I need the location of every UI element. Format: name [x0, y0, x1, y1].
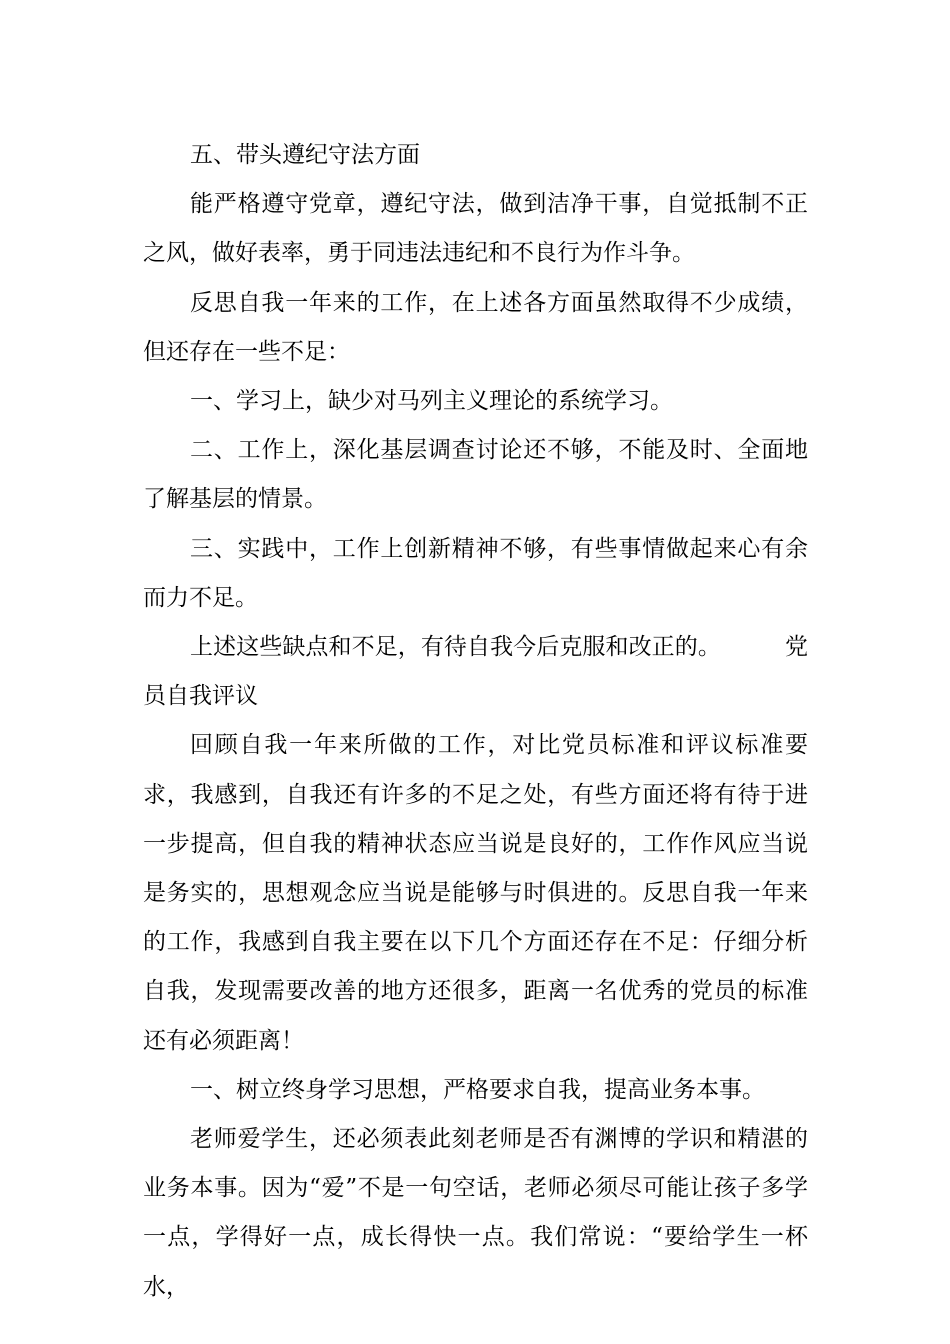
paragraph: 老师爱学生，还必须表此刻老师是否有渊博的学识和精湛的业务本事。因为“爱”不是一句空话，老师必须尽可能让孩子多学一点，学得好一点，成长得快一点。我们常说：“要给学生一杯水，: [143, 1126, 808, 1300]
closing-text: 上述这些缺点和不足，有待自我今后克服和改正的。: [190, 634, 721, 661]
paragraph: 一、学习上，缺少对马列主义理论的系统学习。: [190, 388, 673, 415]
paragraph: 能严格遵守党章，遵纪守法，做到洁净干事，自觉抵制不正之风，做好表率，勇于同违法违纪和不良行为作斗争。: [143, 191, 808, 267]
paragraph: 一、树立终身学习思想，严格要求自我，提高业务本事。: [190, 1076, 765, 1103]
closing-paragraph: [143, 623, 808, 721]
paragraph: 三、实践中，工作上创新精神不够，有些事情做起来心有余而力不足。: [143, 535, 808, 611]
paragraph: 反思自我一年来的工作，在上述各方面虽然取得不少成绩，但还存在一些不足：: [143, 289, 808, 365]
section-heading: 五、带头遵纪守法方面: [190, 142, 420, 168]
title-part-2: 自我评议: [166, 683, 258, 710]
paragraph: 回顾自我一年来所做的工作，对比党员标准和评议标准要求，我感到，自我还有许多的不足之处，有些方面还将有待于进一步提高，但自我的精神状态应当说是良好的，工作作风应当说是务实的，思想观念应当说是能够与时俱进的。反思自我一年来的工作，我感到自我主要在以下几个方面还存在不足：仔细分析自我，发现需要改善的地方还很多，距离一名优秀的党员的标准还有必须距离！: [143, 732, 808, 1054]
document-body: [143, 131, 808, 1312]
title-part-1: 党员: [143, 634, 809, 710]
paragraph: 二、工作上，深化基层调查讨论还不够，不能及时、全面地了解基层的情景。: [143, 437, 808, 513]
